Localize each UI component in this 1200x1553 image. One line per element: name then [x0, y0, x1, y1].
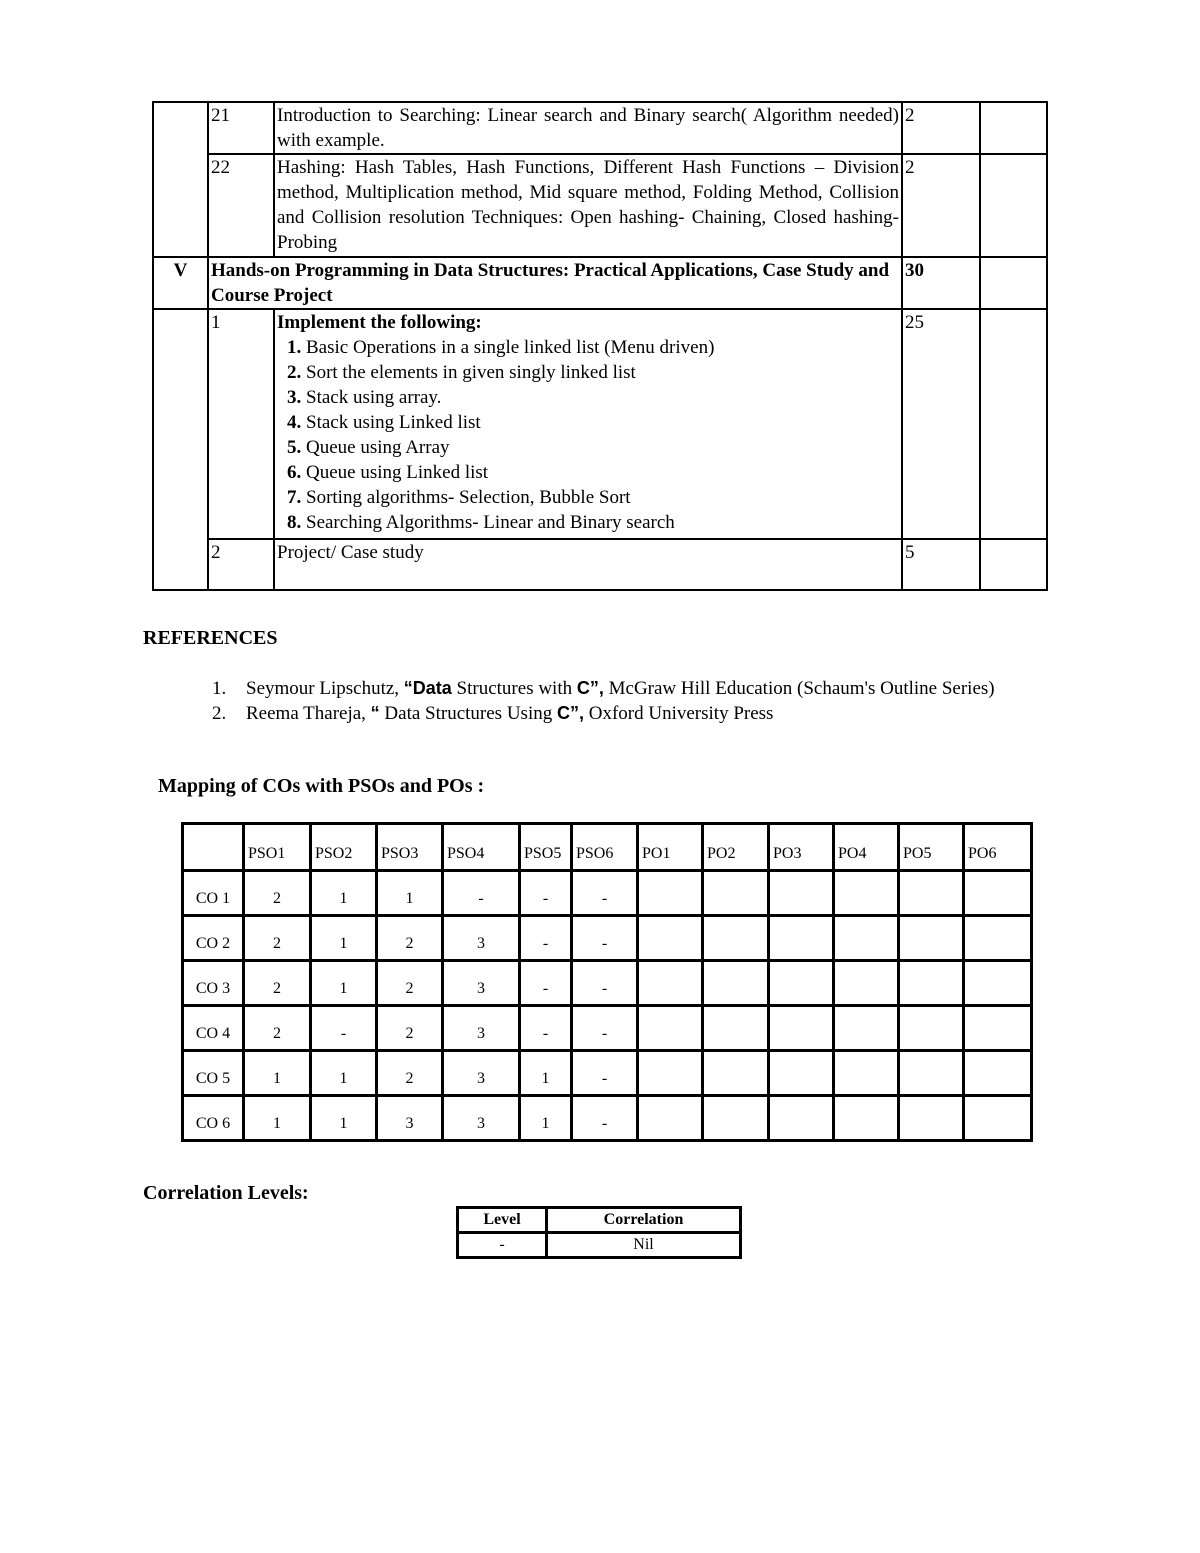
column-header: PO3: [769, 824, 834, 871]
table-cell: [899, 1051, 964, 1096]
column-header: PO2: [703, 824, 769, 871]
column-header: [183, 824, 244, 871]
list-item: 3. Stack using array.: [287, 387, 442, 408]
column-header: PSO6: [572, 824, 638, 871]
table-cell: [964, 1051, 1032, 1096]
list-item: 6. Queue using Linked list: [287, 462, 489, 483]
table-row: [183, 1096, 1032, 1141]
table-cell: 2: [377, 1051, 443, 1096]
table-cell: [834, 871, 899, 916]
list-item: 7. Sorting algorithms- Selection, Bubble Sort: [287, 487, 631, 508]
unit-cell: [153, 102, 208, 257]
table-row: [183, 961, 1032, 1006]
table-cell: [703, 1006, 769, 1051]
syllabus-row-2: [153, 539, 1047, 590]
row-label: CO 5: [183, 1051, 244, 1096]
table-cell: 1: [520, 1051, 572, 1096]
list-item: 2. Sort the elements in given singly linked list: [287, 362, 636, 383]
mapping-heading: Mapping of COs with PSOs and POs :: [158, 775, 485, 797]
empty-cell: [980, 309, 1047, 539]
table-cell: -: [520, 916, 572, 961]
syllabus-unit-v: [153, 257, 1047, 309]
table-cell: -: [572, 1051, 638, 1096]
task-heading: Implement the following:: [277, 312, 482, 333]
correlation-heading: Correlation Levels:: [143, 1182, 309, 1204]
unit-cell: [153, 309, 208, 590]
topic-hours: 2: [902, 154, 980, 257]
table-cell: [769, 961, 834, 1006]
table-cell: 1: [311, 871, 377, 916]
column-header: PSO2: [311, 824, 377, 871]
syllabus-table: [152, 101, 1048, 591]
table-cell: [899, 1006, 964, 1051]
table-cell: [638, 871, 703, 916]
table-cell: [964, 1006, 1032, 1051]
table-cell: [769, 1006, 834, 1051]
table-cell: 1: [311, 1096, 377, 1141]
table-cell: [964, 1096, 1032, 1141]
table-header-row: [458, 1208, 741, 1233]
table-cell: -: [572, 961, 638, 1006]
table-cell: 1: [520, 1096, 572, 1141]
table-cell: [834, 961, 899, 1006]
table-cell: [703, 1096, 769, 1141]
table-row: [183, 1006, 1032, 1051]
table-cell: 1: [311, 1051, 377, 1096]
unit-number: V: [153, 257, 208, 309]
unit-title: Hands-on Programming in Data Structures: Practical Applications, Case Study and Course Project: [208, 257, 902, 309]
references-heading: REFERENCES: [143, 627, 278, 649]
table-cell: [834, 916, 899, 961]
list-item: 8. Searching Algorithms- Linear and Binary search: [287, 512, 675, 533]
table-cell: 1: [244, 1051, 311, 1096]
topic-text: Hashing: Hash Tables, Hash Functions, Different Hash Functions – Division method, Multiplication method, Mid square method, Folding Method, Collision and Collision resolution Techniques: Open hashing- Chaining, Closed hashing- Probing: [274, 154, 902, 257]
list-item: 4. Stack using Linked list: [287, 412, 481, 433]
table-cell: [899, 1096, 964, 1141]
table-cell: 3: [443, 1096, 520, 1141]
row-label: CO 3: [183, 961, 244, 1006]
table-header-row: [183, 824, 1032, 871]
table-cell: Nil: [547, 1233, 741, 1258]
table-cell: -: [520, 1006, 572, 1051]
table-cell: [769, 871, 834, 916]
column-header: Level: [458, 1208, 547, 1233]
table-cell: [638, 1006, 703, 1051]
column-header: Correlation: [547, 1208, 741, 1233]
column-header: PO4: [834, 824, 899, 871]
topic-hours: 2: [902, 102, 980, 154]
table-cell: 3: [443, 1051, 520, 1096]
table-cell: -: [458, 1233, 547, 1258]
empty-cell: [980, 154, 1047, 257]
table-cell: -: [572, 916, 638, 961]
table-cell: -: [572, 871, 638, 916]
table-cell: -: [572, 1096, 638, 1141]
unit-hours: 30: [902, 257, 980, 309]
table-row: [183, 1051, 1032, 1096]
topic-number: 22: [208, 154, 274, 257]
table-cell: [964, 916, 1032, 961]
topic-text: Project/ Case study: [274, 539, 902, 590]
row-label: CO 2: [183, 916, 244, 961]
table-cell: 1: [311, 916, 377, 961]
row-label: CO 1: [183, 871, 244, 916]
table-cell: 2: [377, 916, 443, 961]
column-header: PO6: [964, 824, 1032, 871]
table-cell: [638, 916, 703, 961]
table-cell: 2: [244, 871, 311, 916]
list-item: 1. Basic Operations in a single linked list (Menu driven): [287, 337, 715, 358]
column-header: PSO3: [377, 824, 443, 871]
table-cell: 2: [244, 916, 311, 961]
column-header: PO1: [638, 824, 703, 871]
table-cell: [769, 916, 834, 961]
table-cell: -: [443, 871, 520, 916]
topic-text: [274, 309, 902, 539]
table-cell: 2: [377, 961, 443, 1006]
row-label: CO 6: [183, 1096, 244, 1141]
list-item: 5. Queue using Array: [287, 437, 450, 458]
table-cell: 3: [443, 916, 520, 961]
table-cell: [703, 961, 769, 1006]
topic-hours: 5: [902, 539, 980, 590]
table-cell: [638, 1051, 703, 1096]
table-row: [458, 1233, 741, 1258]
empty-cell: [980, 539, 1047, 590]
table-cell: -: [520, 871, 572, 916]
table-cell: [703, 1051, 769, 1096]
table-cell: [769, 1051, 834, 1096]
table-cell: 2: [244, 961, 311, 1006]
table-row: [183, 871, 1032, 916]
table-cell: 1: [244, 1096, 311, 1141]
table-cell: [638, 961, 703, 1006]
table-cell: [703, 916, 769, 961]
table-cell: [964, 871, 1032, 916]
topic-hours: 25: [902, 309, 980, 539]
topic-number: 2: [208, 539, 274, 590]
topic-number: 21: [208, 102, 274, 154]
column-header: PSO5: [520, 824, 572, 871]
row-label: CO 4: [183, 1006, 244, 1051]
table-cell: -: [572, 1006, 638, 1051]
empty-cell: [980, 257, 1047, 309]
table-cell: [964, 961, 1032, 1006]
topic-number: 1: [208, 309, 274, 539]
task-list: [277, 335, 899, 535]
reference-item: 2. Reema Thareja, “ Data Structures Using C”, Oxford University Press: [212, 703, 774, 724]
table-cell: [899, 916, 964, 961]
table-cell: [703, 871, 769, 916]
syllabus-row-22: [153, 154, 1047, 257]
syllabus-row-1: [153, 309, 1047, 539]
co-mapping-table: [181, 822, 1033, 1142]
column-header: PSO1: [244, 824, 311, 871]
column-header: PSO4: [443, 824, 520, 871]
table-cell: -: [520, 961, 572, 1006]
empty-cell: [980, 102, 1047, 154]
table-row: [183, 916, 1032, 961]
table-cell: 3: [443, 1006, 520, 1051]
table-cell: [638, 1096, 703, 1141]
table-cell: 2: [377, 1006, 443, 1051]
syllabus-row-21: [153, 102, 1047, 154]
table-cell: [834, 1051, 899, 1096]
table-cell: [834, 1096, 899, 1141]
table-cell: -: [311, 1006, 377, 1051]
table-cell: [769, 1096, 834, 1141]
reference-item: 1. Seymour Lipschutz, “Data Structures with C”, McGraw Hill Education (Schaum's Outline Series): [212, 678, 995, 699]
table-cell: 1: [311, 961, 377, 1006]
column-header: PO5: [899, 824, 964, 871]
table-cell: [899, 961, 964, 1006]
correlation-table: [456, 1206, 742, 1259]
table-cell: 2: [244, 1006, 311, 1051]
table-cell: [899, 871, 964, 916]
table-cell: 3: [377, 1096, 443, 1141]
table-cell: 1: [377, 871, 443, 916]
table-cell: [834, 1006, 899, 1051]
topic-text: Introduction to Searching: Linear search and Binary search( Algorithm needed) with example.: [274, 102, 902, 154]
table-cell: 3: [443, 961, 520, 1006]
references-list: [212, 676, 1006, 726]
